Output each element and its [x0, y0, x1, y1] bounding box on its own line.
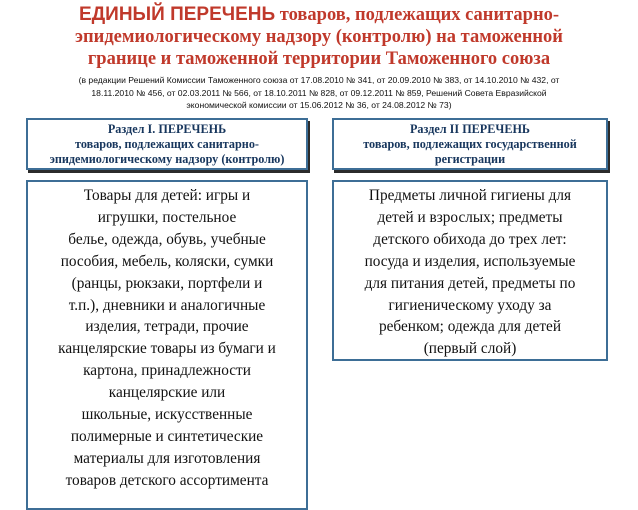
title-line-2: эпидемиологическому надзору (контролю) на таможенной [75, 27, 563, 47]
section-1-text-line: белье, одежда, обувь, учебные [68, 230, 266, 248]
section-1-text-line: канцелярские товары из бумаги и [58, 340, 276, 358]
section-1-text-line: картона, принадлежности [83, 362, 251, 380]
section-2-text-line: гигиеническому уходу за [388, 296, 552, 314]
section-1-text-line: т.п.), дневники и аналогичные [68, 296, 266, 314]
section-2-text-line: для питания детей, предметы по [364, 274, 576, 292]
section-2-heading-line: регистрации [434, 151, 506, 166]
section-1-text-line: канцелярские или [108, 384, 226, 402]
section-1-text-line: школьные, искусственные [81, 406, 253, 424]
section-1-text-line: игрушки, постельное [97, 208, 237, 226]
edition-note-line-1: (в редакции Решений Комиссии Таможенного союза от 17.08.2010 № 341, от 20.09.2010 № 383, от 14.10.2010 № 432, от [78, 75, 560, 85]
section-2-text-line: детского обихода до трех лет: [373, 230, 567, 248]
section-1-text-line: пособия, мебель, коляски, сумки [60, 252, 274, 270]
title-line-3: границе и таможенной территории Таможенного союза [87, 49, 551, 69]
section-1-text-line: изделия, тетради, прочие [85, 318, 249, 336]
edition-note-line-2: 18.11.2010 № 456, от 02.03.2011 № 566, от 18.10.2011 № 828, от 09.12.2011 № 859, Решений Совета Евразийской [91, 87, 547, 98]
section-1-heading-line: эпидемиологическому надзору (контролю) [49, 151, 285, 166]
section-1-heading [26, 118, 308, 170]
title-line-1 [6, 4, 632, 26]
section-1-text-line: Товары для детей: игры и [83, 187, 251, 204]
section-2-text-line: (первый слой) [423, 340, 517, 358]
section-2-heading-line: Раздел II ПЕРЕЧЕНЬ [409, 121, 530, 136]
title-line-1-rest: товаров, подлежащих санитарно- [275, 5, 560, 25]
section-1-text-line: полимерные и синтетические [70, 427, 264, 445]
section-2-heading [332, 118, 608, 170]
section-2-heading-line: товаров, подлежащих государственной [363, 136, 577, 151]
section-2-text-line: ребенком; одежда для детей [378, 318, 562, 336]
section-2-text-line: детей и взрослых; предметы [377, 208, 563, 226]
section-1-text-line: (ранцы, рюкзаки, портфели и [71, 274, 263, 292]
section-2-text-line: посуда и изделия, используемые [364, 252, 576, 270]
section-1-goods-list [26, 180, 308, 510]
section-2-text-line: Предметы личной гигиены для [368, 187, 572, 204]
title-lead: ЕДИНЫЙ ПЕРЕЧЕНЬ [78, 4, 276, 25]
page-title [6, 4, 632, 70]
edition-note [2, 74, 636, 112]
section-1-text-line: материалы для изготовления [73, 449, 261, 467]
section-2-goods-list [332, 180, 608, 361]
section-1-text-line: товаров детского ассортимента [65, 471, 269, 489]
section-1-heading-line: товаров, подлежащих санитарно- [75, 136, 259, 151]
section-1-heading-line: Раздел I. ПЕРЕЧЕНЬ [107, 121, 227, 136]
edition-note-line-3: экономической комиссии от 15.06.2012 № 36, от 24.08.2012 № 73) [186, 100, 452, 110]
